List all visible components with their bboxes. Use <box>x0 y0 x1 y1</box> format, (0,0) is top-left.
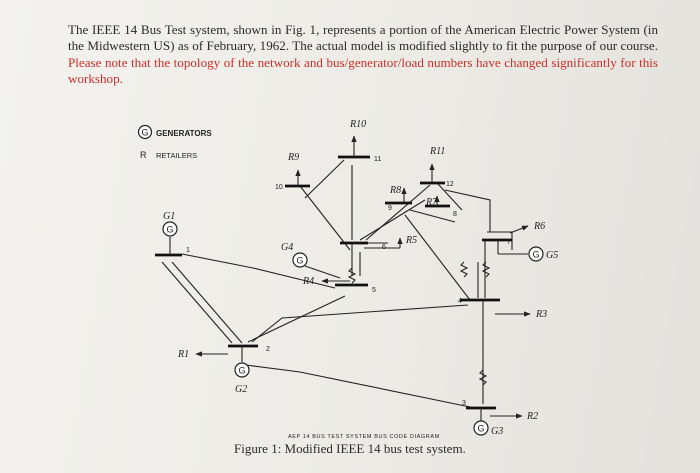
legend-generators-label: GENERATORS <box>156 129 212 138</box>
retailer-r1-label: R1 <box>178 349 190 360</box>
bus-6-label: 6 <box>382 244 386 251</box>
intro-text: The IEEE 14 Bus Test system, shown in Fig. 1, represents a portion of the American Electric Power System (in the Midwestern US) as of February, 1962. The actual model is modified slightly to fit the purpose of our course. <box>68 22 658 54</box>
retailer-r4-label: R4 <box>303 276 315 287</box>
retailer-r2-label: R2 <box>527 411 539 422</box>
intro-note: Please note that the topology of the network and bus/generator/load numbers have changed significantly for this workshop. <box>68 54 658 86</box>
retailer-r7-label: R7 <box>426 197 438 208</box>
retailer-r5-label: R5 <box>406 235 418 246</box>
retailer-r11-label: R11 <box>430 146 446 157</box>
generator-g2-label: G2 <box>235 384 248 395</box>
generator-g3-label: G3 <box>491 426 504 437</box>
retailer-r10-label: R10 <box>350 119 367 130</box>
generator-g4-symbol: G <box>296 255 304 266</box>
generator-g5-label: G5 <box>546 250 559 261</box>
legend-generator-symbol: G <box>141 127 149 138</box>
retailer-r3-label: R3 <box>536 309 548 320</box>
figure-caption: Figure 1: Modified IEEE 14 bus test system. <box>234 441 466 456</box>
generator-g2-symbol: G <box>238 365 246 376</box>
generator-g4-label: G4 <box>281 242 294 253</box>
bus-7-label: 7 <box>507 239 511 246</box>
legend-retailers-label: RETAILERS <box>156 151 198 160</box>
bus-8-label: 8 <box>453 211 457 218</box>
retailer-r6-arrow <box>510 226 528 233</box>
bus-5-label: 5 <box>372 287 376 294</box>
generator-g3-symbol: G <box>477 423 485 434</box>
retailer-r8-label: R8 <box>390 185 402 196</box>
legend <box>139 126 213 161</box>
generator-g1-symbol: G <box>166 224 174 235</box>
generator-g5-symbol: G <box>532 249 540 260</box>
bus-9-label: 9 <box>388 205 392 212</box>
bus-bars <box>155 157 512 408</box>
retailer-r9-label: R9 <box>288 152 300 163</box>
generators <box>163 211 558 437</box>
retailer-r6-label: R6 <box>534 221 546 232</box>
bus-2-label: 2 <box>266 346 270 353</box>
bus-11-label: 11 <box>374 156 382 163</box>
diagram-footer-note: AEP 14 BUS TEST SYSTEM BUS CODE DIAGRAM <box>288 434 440 440</box>
bus-3-label: 3 <box>462 400 466 407</box>
generator-g1-label: G1 <box>163 211 176 222</box>
legend-retailer-symbol: R <box>140 150 147 160</box>
retailers <box>177 119 547 422</box>
bus-1-label: 1 <box>186 247 190 254</box>
bus-12-label: 12 <box>446 181 454 188</box>
bus-4-label: 4 <box>458 298 462 305</box>
bus-10-label: 10 <box>275 184 283 191</box>
